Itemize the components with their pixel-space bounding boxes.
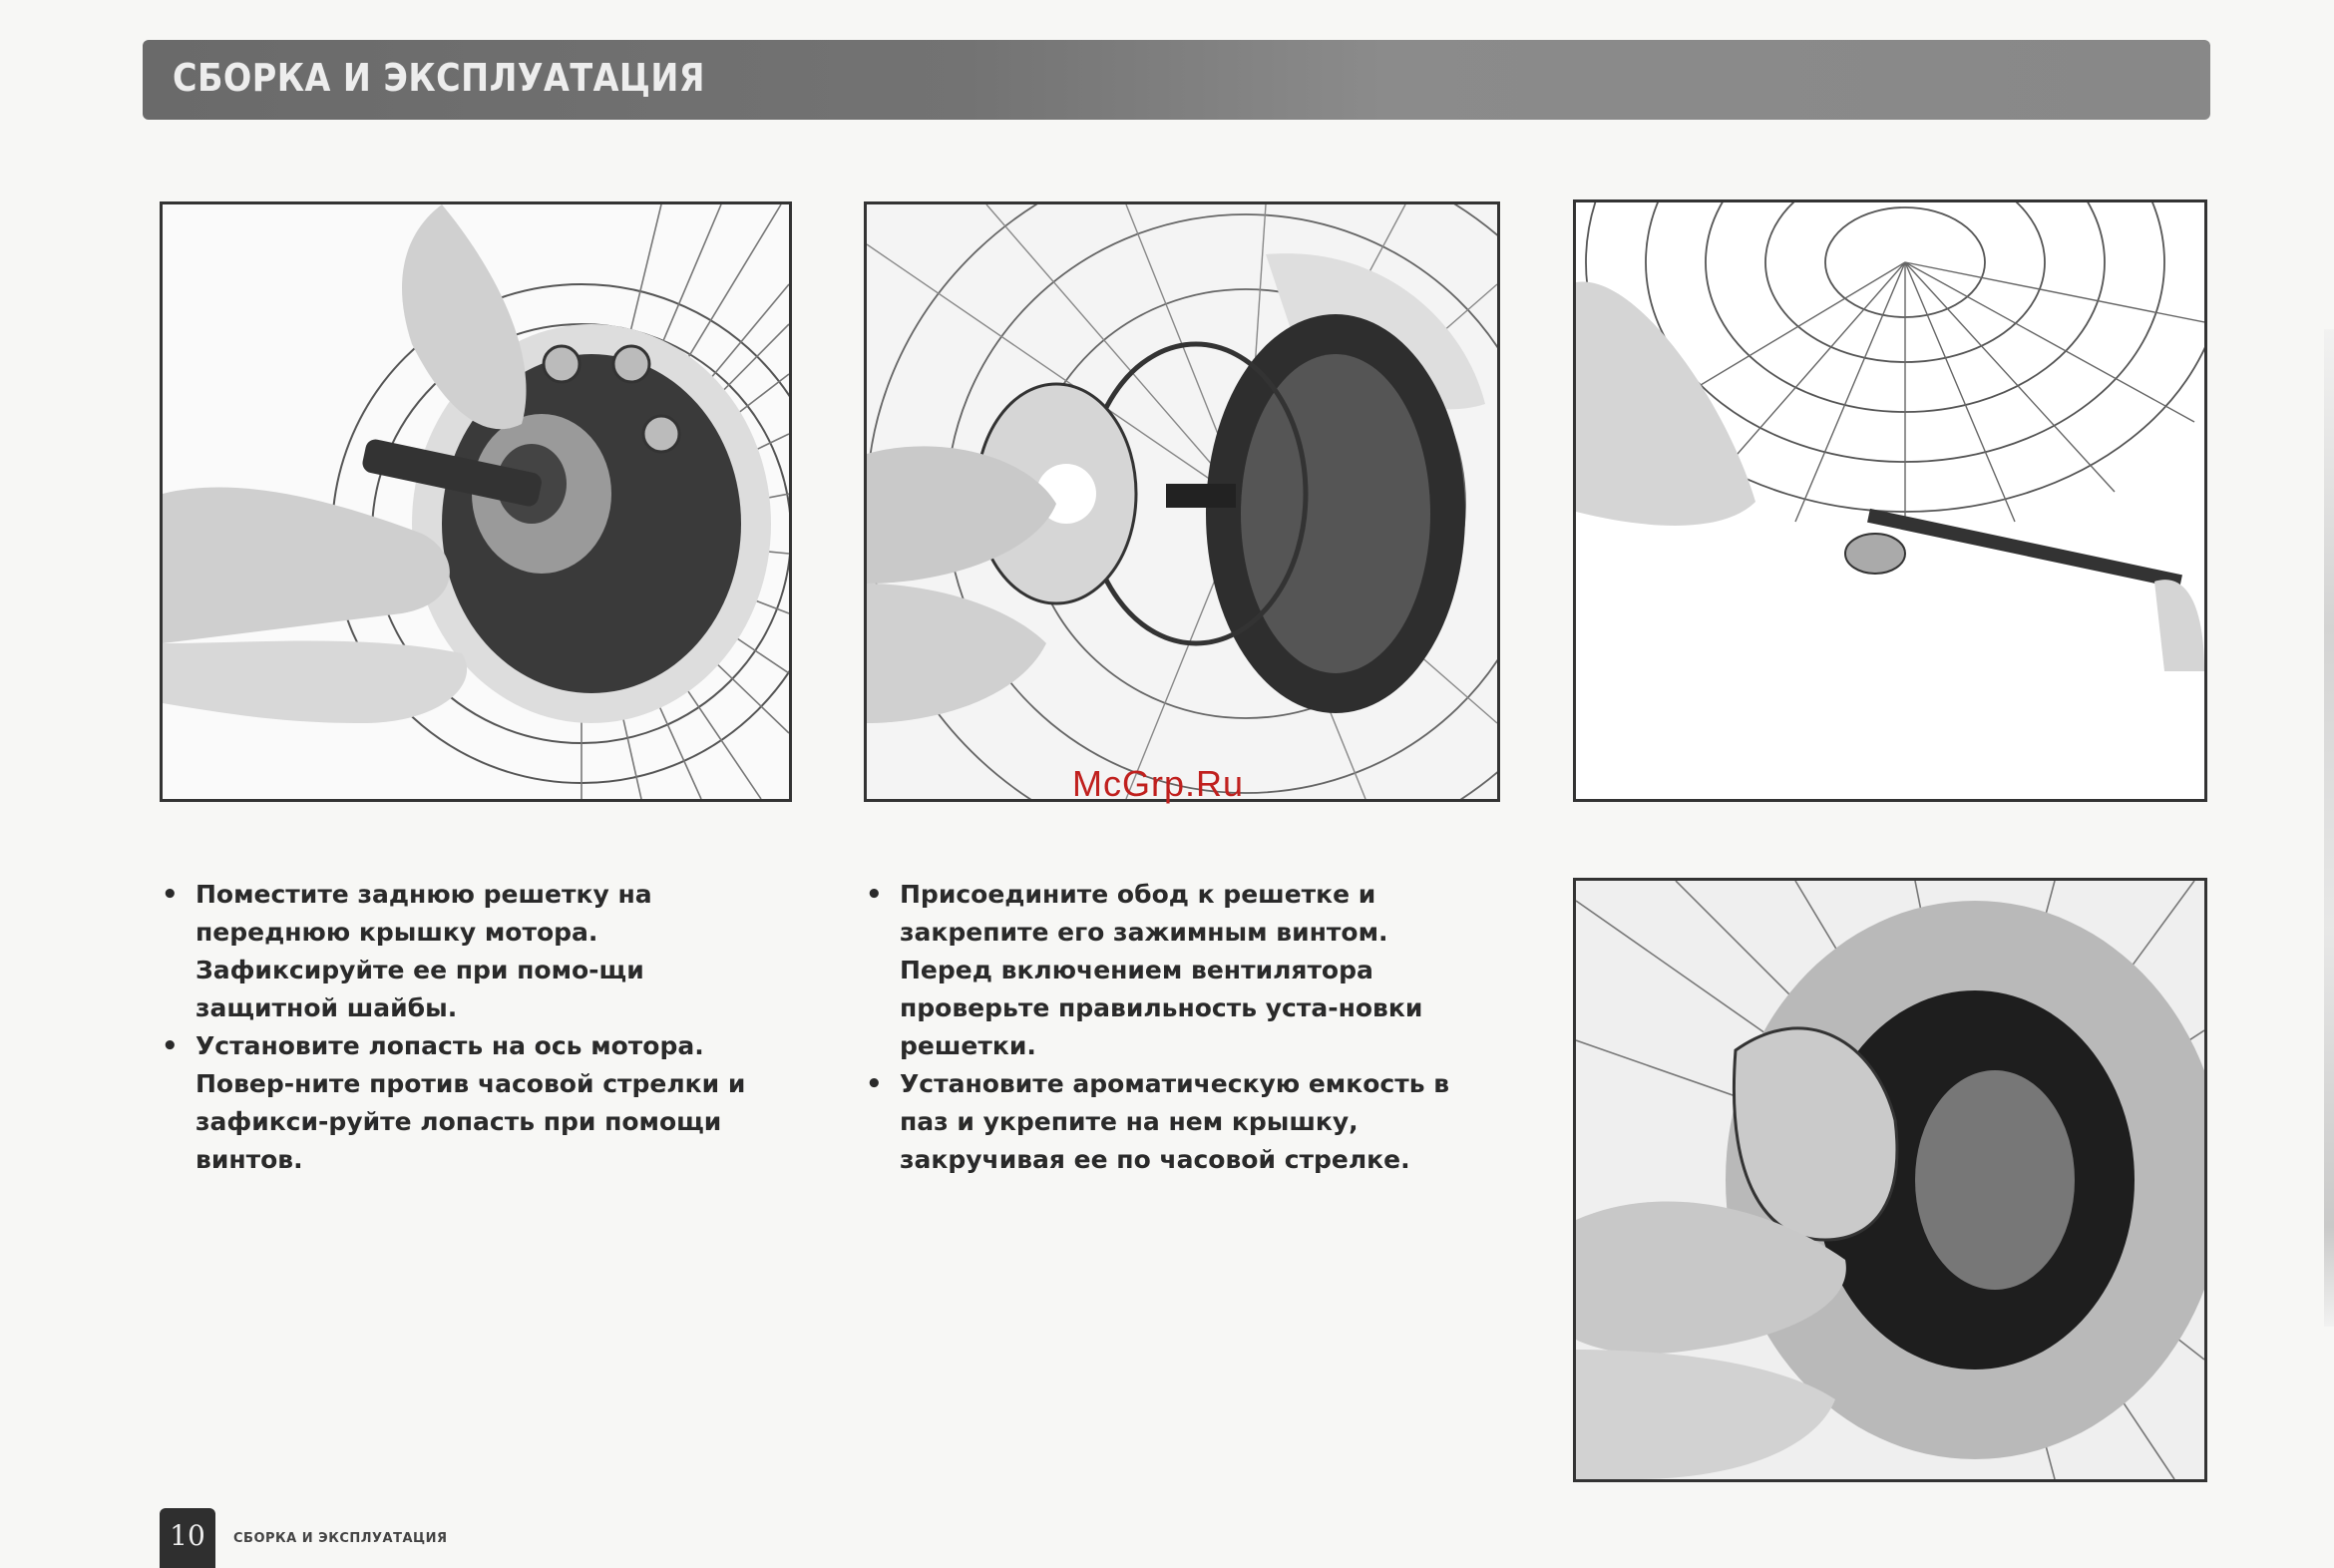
page-number: 10 <box>160 1508 215 1568</box>
instruction-text: Установите ароматическую емкость в паз и укрепите на нем крышку, закручивая ее по часовой стрелке. <box>900 1069 1450 1174</box>
list-item <box>160 876 778 1027</box>
instruction-text: Присоедините обод к решетке и закрепите его зажимным винтом. Перед включением вентилятора проверьте правильность уста-новки решетки. <box>900 880 1423 1060</box>
footer-section-label: СБОРКА И ЭКСПЛУАТАЦИЯ <box>233 1531 448 1546</box>
section-title: СБОРКА И ЭКСПЛУАТАЦИЯ <box>173 56 705 100</box>
bullet-icon: • <box>866 880 883 910</box>
bullet-icon: • <box>162 880 179 910</box>
instruction-text: Установите лопасть на ось мотора. Повер-ните против часовой стрелки и зафикси-руйте лопасть при помощи винтов. <box>195 1031 746 1174</box>
section-header-bar <box>143 40 2210 120</box>
photo-tighten-screw <box>1573 199 2207 802</box>
instructions-column-2 <box>864 876 1482 1179</box>
photo-rear-grille-motor <box>160 201 792 802</box>
list-item <box>864 1065 1482 1179</box>
instructions-column-1 <box>160 876 778 1179</box>
list-item <box>160 1027 778 1179</box>
page-edge-shadow <box>2324 329 2334 1327</box>
list-item <box>864 876 1482 1065</box>
watermark: McGrp.Ru <box>1072 763 1245 804</box>
instruction-text: Поместите заднюю решетку на переднюю крышку мотора. Зафиксируйте ее при помо-щи защитной шайбы. <box>195 880 652 1022</box>
bullet-icon: • <box>866 1069 883 1099</box>
bullet-icon: • <box>162 1031 179 1061</box>
photo-attach-rim <box>864 201 1500 802</box>
photo-aroma-container <box>1573 878 2207 1482</box>
